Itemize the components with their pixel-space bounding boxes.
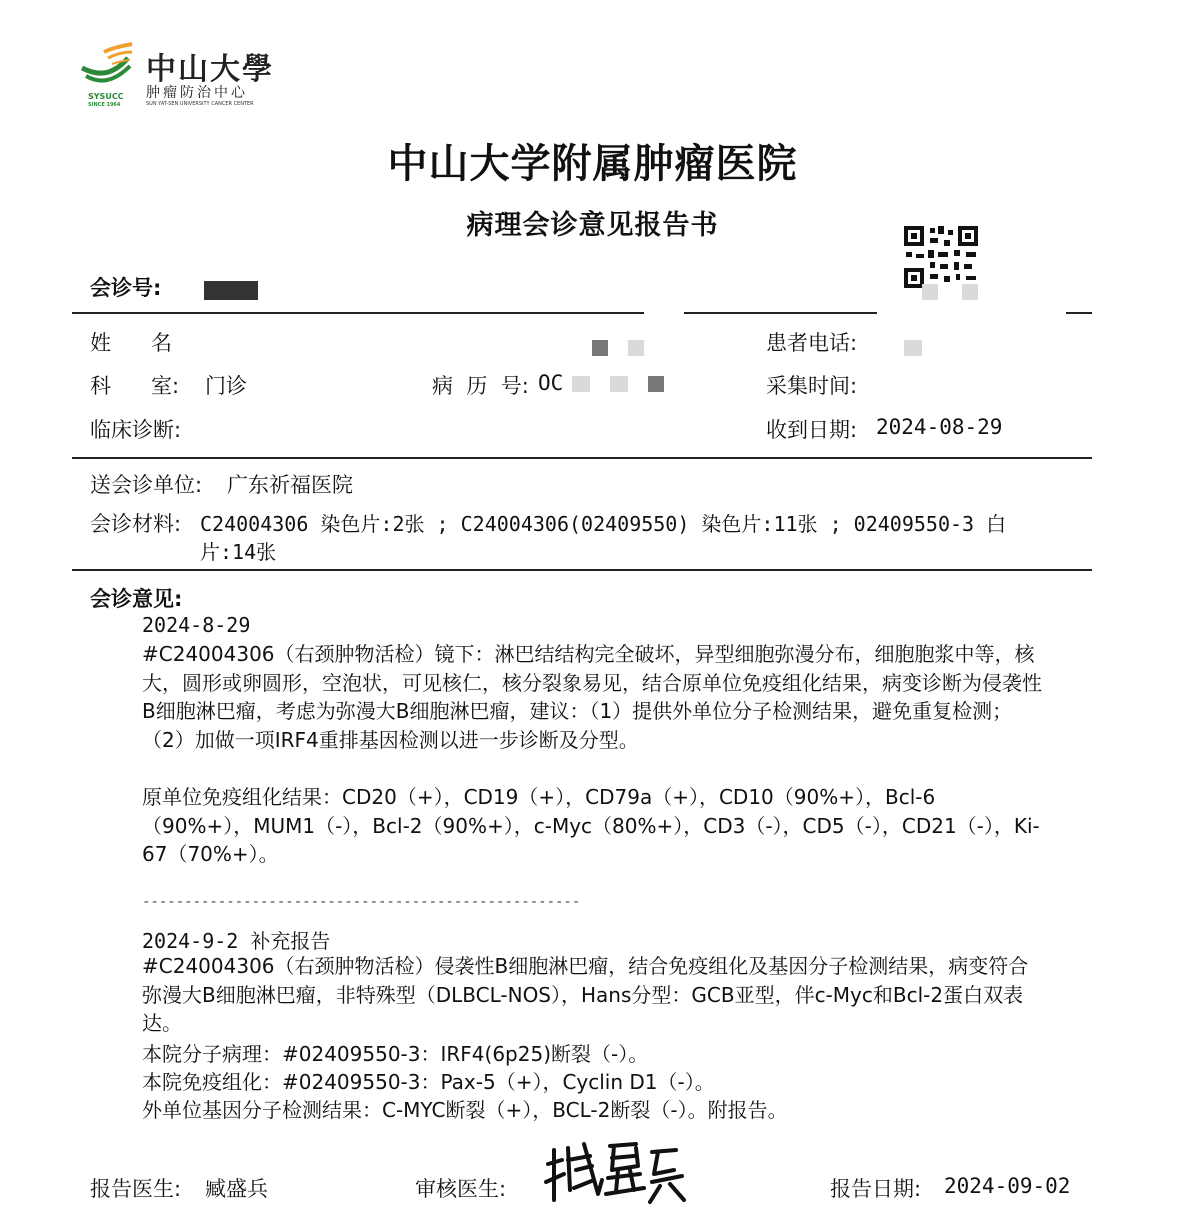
redaction-mask bbox=[592, 340, 608, 356]
divider bbox=[72, 312, 644, 314]
logo-english: SUN YAT-SEN UNIVERSITY CANCER CENTER bbox=[146, 101, 254, 107]
logo-name: 中山大學 bbox=[146, 52, 274, 87]
submit-unit-value: 广东祈福医院 bbox=[227, 473, 353, 497]
clinical-diagnosis-label: 临床诊断: bbox=[90, 418, 182, 442]
logo-subtitle: 肿瘤防治中心 bbox=[146, 85, 248, 101]
reporter-value: 臧盛兵 bbox=[205, 1177, 268, 1201]
divider bbox=[72, 569, 1092, 571]
phone-label: 患者电话: bbox=[766, 331, 858, 355]
divider bbox=[684, 312, 877, 314]
material-label: 会诊材料: bbox=[90, 512, 182, 536]
dept-value: 门诊 bbox=[205, 374, 247, 398]
opinion-label: 会诊意见: bbox=[90, 587, 183, 611]
received-date-value: 2024-08-29 bbox=[876, 415, 1003, 439]
opinion-date-1: 2024-8-29 bbox=[142, 613, 251, 637]
consult-no-label: 会诊号: bbox=[90, 276, 162, 300]
external-result: 外单位基因分子检测结果：C-MYC断裂（+），BCL-2断裂（-）。附报告。 bbox=[142, 1098, 788, 1122]
name-label: 姓 名 bbox=[90, 331, 173, 355]
redaction-mask bbox=[610, 376, 628, 392]
redaction-mask bbox=[648, 376, 664, 392]
material-line-2: 片:14张 bbox=[200, 540, 277, 564]
redaction-mask bbox=[628, 340, 644, 356]
redaction-mask bbox=[572, 376, 590, 392]
logo-since: SINCE 1964 bbox=[88, 102, 121, 108]
opinion-paragraph-1: #C24004306（右颈肿物活检）镜下：淋巴结结构完全破坏，异型细胞弥漫分布，细胞胞浆中等，核大，圆形或卵圆形，空泡状，可见核仁，核分裂象易见，结合原单位免疫组化结果，病变诊断为侵袭性B细胞淋巴瘤，考虑为弥漫大B细胞淋巴瘤，建议：（1）提供外单位分子检测结果，避免重复检测；（2）加做一项IRF4重排基因检测以进一步诊断及分型。 bbox=[142, 642, 1042, 752]
redaction-mask bbox=[904, 340, 922, 356]
opinion-paragraph-2: 原单位免疫组化结果：CD20（+），CD19（+），CD79a（+），CD10（90%+），Bcl-6（90%+），MUM1（-），Bcl-2（90%+），c-Myc（80%+），CD3（-），CD5（-），CD21（-），Ki-67（70%+）。 bbox=[142, 785, 1040, 866]
dept-label: 科 室: bbox=[90, 374, 180, 398]
molecular-result: 本院分子病理：#02409550-3：IRF4(6p25)断裂（-）。 bbox=[142, 1042, 649, 1066]
material-line-1: C24004306 染色片:2张 ; C24004306(02409550) 染色片:11张 ; 02409550-3 白 bbox=[200, 512, 1007, 536]
redaction-mask bbox=[204, 281, 258, 300]
opinion-paragraph-3: #C24004306（右颈肿物活检）侵袭性B细胞淋巴瘤，结合免疫组化及基因分子检测结果，病变符合弥漫大B细胞淋巴瘤，非特殊型（DLBCL-NOS），Hans分型：GCB亚型，伴c-Myc和Bcl-2蛋白双表达。 bbox=[142, 954, 1029, 1035]
divider bbox=[1066, 312, 1092, 314]
reporter-label: 报告医生: bbox=[90, 1177, 182, 1201]
hospital-title: 中山大学附属肿瘤医院 bbox=[387, 140, 798, 187]
qr-code-icon bbox=[904, 226, 978, 288]
ihc-result: 本院免疫组化：#02409550-3：Pax-5（+），Cyclin D1（-）。 bbox=[142, 1070, 715, 1094]
record-value: OC bbox=[538, 371, 564, 395]
submit-unit-label: 送会诊单位: bbox=[90, 473, 203, 497]
handwritten-signature bbox=[540, 1130, 690, 1208]
received-date-label: 收到日期: bbox=[766, 418, 858, 442]
redaction-mask bbox=[922, 284, 938, 300]
reviewer-label: 审核医生: bbox=[415, 1177, 507, 1201]
record-label: 病 历 号: bbox=[432, 374, 529, 398]
report-date-value: 2024-09-02 bbox=[944, 1174, 1071, 1198]
separator: ---------------------------------------------------- bbox=[142, 894, 581, 910]
logo-abbr: SYSUCC bbox=[88, 92, 124, 101]
document-title: 病理会诊意见报告书 bbox=[466, 210, 719, 241]
divider bbox=[72, 457, 1092, 459]
report-date-label: 报告日期: bbox=[830, 1177, 922, 1201]
redaction-mask bbox=[962, 284, 978, 300]
opinion-date-2: 2024-9-2 补充报告 bbox=[142, 929, 331, 953]
collect-label: 采集时间: bbox=[766, 374, 858, 398]
